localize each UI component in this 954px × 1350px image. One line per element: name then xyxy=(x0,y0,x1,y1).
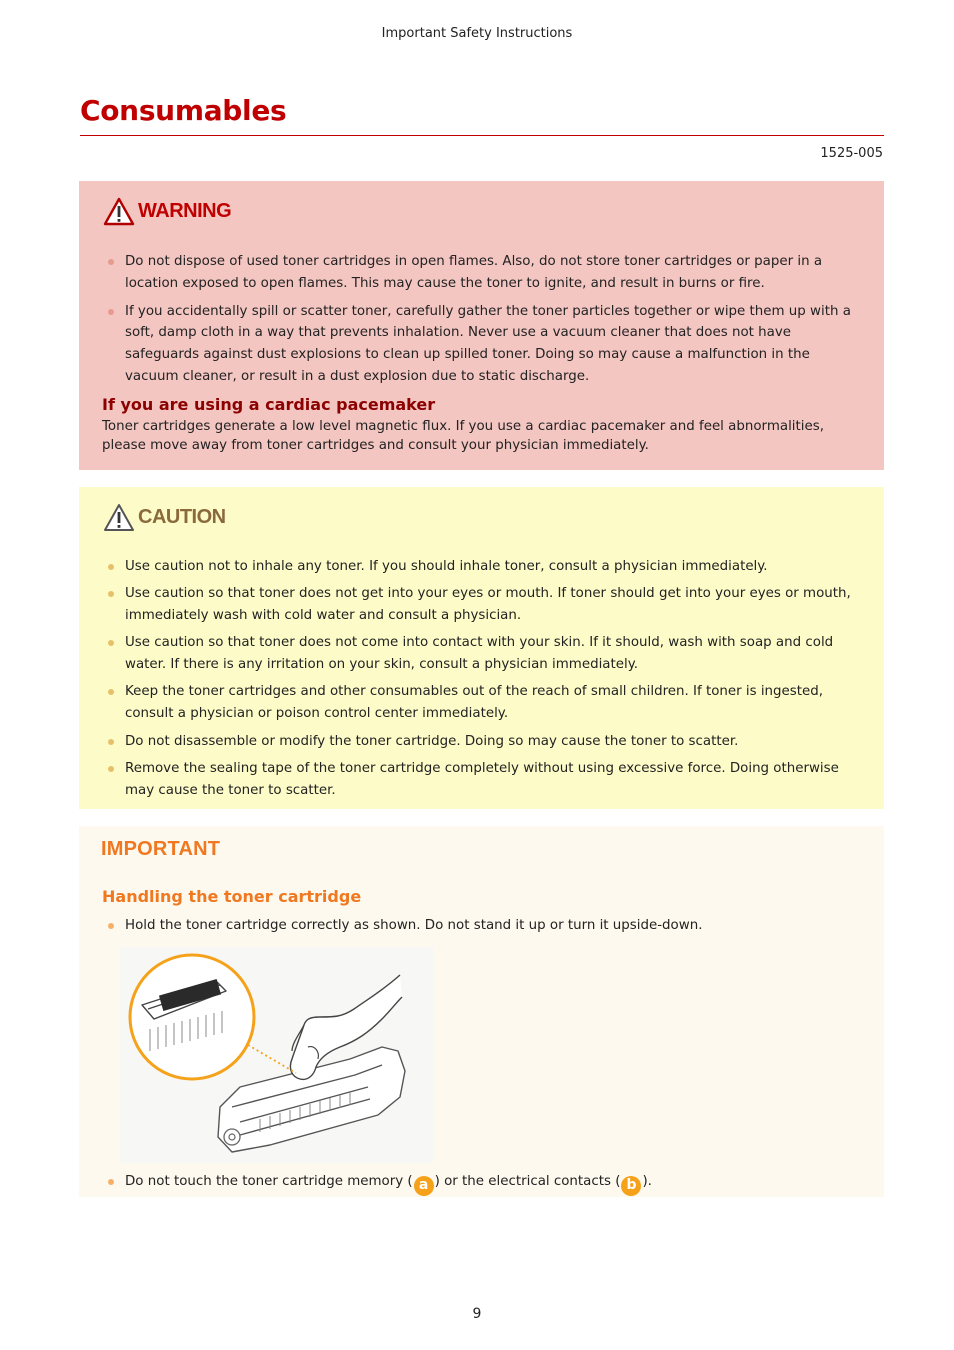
caution-badge xyxy=(103,503,226,532)
list-item: Keep the toner cartridges and other consumables out of the reach of small children. If toner is ingested, consult a physician or poison control center immediately. xyxy=(107,681,859,725)
handling-list xyxy=(107,915,859,943)
list-item: If you accidentally spill or scatter toner, carefully gather the toner particles together or wipe them up with a soft, damp cloth in a way that prevents inhalation. Never use a vacuum cleaner that does not have safeguards against dust explosions to clean up spilled toner. Doing so may cause a malfunction in the vacuum cleaner, or result in a dust explosion due to static discharge. xyxy=(107,301,859,388)
running-header: Important Safety Instructions xyxy=(381,26,573,41)
bullet-icon xyxy=(108,739,114,745)
bullet-icon xyxy=(108,640,114,646)
bullet-icon xyxy=(108,923,114,929)
toner-cartridge-illustration xyxy=(120,947,433,1163)
caution-triangle-icon xyxy=(103,503,135,532)
bullet-icon xyxy=(108,689,114,695)
caution-label: CAUTION xyxy=(138,506,226,528)
bullet-icon xyxy=(108,564,114,570)
list-item: Do not touch the toner cartridge memory ( a ) or the electrical contacts ( b ). xyxy=(107,1171,859,1196)
bullet-icon xyxy=(108,1179,114,1185)
page-title: Consumables xyxy=(80,94,287,127)
warning-triangle-icon xyxy=(103,197,135,226)
pacemaker-text: Toner cartridges generate a low level magnetic flux. If you use a cardiac pacemaker and feel abnormalities, please move away from toner cartridges and consult your physician immediately. xyxy=(102,419,824,453)
caution-list xyxy=(107,556,859,807)
warning-label: WARNING xyxy=(138,200,232,222)
page-number: 9 xyxy=(472,1306,482,1322)
bullet-icon xyxy=(108,591,114,597)
handling-heading: Handling the toner cartridge xyxy=(102,887,362,906)
marker-a-icon: a xyxy=(414,1176,434,1196)
warning-box xyxy=(79,181,884,470)
bullet-icon xyxy=(108,309,114,315)
bullet-icon xyxy=(108,259,114,265)
important-box xyxy=(79,826,884,1197)
pacemaker-heading: If you are using a cardiac pacemaker xyxy=(102,395,436,414)
warning-list xyxy=(107,251,859,394)
important-label: IMPORTANT xyxy=(101,838,221,860)
list-item: Use caution so that toner does not come into contact with your skin. If it should, wash with soap and cold water. If there is any irritation on your skin, consult a physician immediately. xyxy=(107,632,859,676)
list-item: Do not disassemble or modify the toner cartridge. Doing so may cause the toner to scatter. xyxy=(107,731,859,753)
marker-b-icon: b xyxy=(621,1176,641,1196)
toner-handling-drawing xyxy=(120,947,433,1163)
bullet-icon xyxy=(108,766,114,772)
list-item: Use caution so that toner does not get into your eyes or mouth. If toner should get into your eyes or mouth, immediately wash with cold water and consult a physician. xyxy=(107,583,859,627)
list-item: Hold the toner cartridge correctly as shown. Do not stand it up or turn it upside-down. xyxy=(107,915,859,937)
list-item: Do not dispose of used toner cartridges in open flames. Also, do not store toner cartridges or paper in a location exposed to open flames. This may cause the toner to ignite, and result in burns or fire. xyxy=(107,251,859,295)
warning-badge xyxy=(103,197,231,226)
title-rule xyxy=(80,135,884,136)
list-item: Use caution not to inhale any toner. If you should inhale toner, consult a physician immediately. xyxy=(107,556,859,578)
contacts-list xyxy=(107,1171,859,1202)
caution-box xyxy=(79,487,884,809)
document-id: 1525-005 xyxy=(820,146,883,161)
list-item: Remove the sealing tape of the toner cartridge completely without using excessive force. Doing otherwise may cause the toner to scatter. xyxy=(107,758,859,802)
